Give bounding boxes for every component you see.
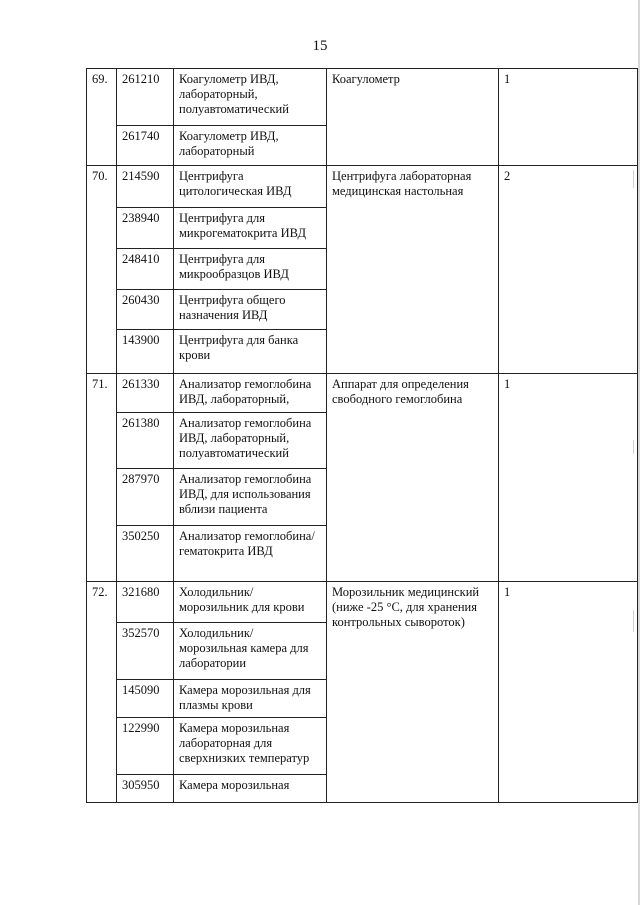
equipment-type: Центрифуга лабораторная медицинская настольная [327, 166, 499, 374]
page-number: 15 [312, 38, 328, 54]
quantity: 1 [499, 69, 638, 166]
item-name: Холодильник/ морозильник для крови [174, 582, 327, 623]
quantity: 1 [499, 374, 638, 582]
item-code: 214590 [117, 166, 174, 208]
item-name: Коагулометр ИВД, лабораторный [174, 126, 327, 166]
item-name: Камера морозильная лабораторная для сверхнизких температур [174, 718, 327, 775]
item-code: 248410 [117, 249, 174, 290]
item-name: Анализатор гемоглобина ИВД, для использования вблизи пациента [174, 469, 327, 526]
item-name: Центрифуга цитологическая ИВД [174, 166, 327, 208]
item-code: 261330 [117, 374, 174, 413]
equipment-type: Аппарат для определения свободного гемоглобина [327, 374, 499, 582]
item-code: 352570 [117, 623, 174, 680]
equipment-type: Морозильник медицинский (ниже -25 °С, для хранения контрольных сывороток) [327, 582, 499, 803]
group-number: 69. [87, 69, 117, 166]
table-row [87, 166, 638, 208]
item-code: 350250 [117, 526, 174, 582]
item-name: Центрифуга для микрообразцов ИВД [174, 249, 327, 290]
item-code: 260430 [117, 290, 174, 330]
item-name: Камера морозильная для плазмы крови [174, 680, 327, 718]
group-number: 72. [87, 582, 117, 803]
equipment-table [86, 68, 638, 803]
group-number: 71. [87, 374, 117, 582]
item-name: Анализатор гемоглобина/гематокрита ИВД [174, 526, 327, 582]
quantity: 1 [499, 582, 638, 803]
item-name: Камера морозильная [174, 775, 327, 803]
item-name: Центрифуга для микрогематокрита ИВД [174, 208, 327, 249]
item-name: Центрифуга общего назначения ИВД [174, 290, 327, 330]
item-code: 321680 [117, 582, 174, 623]
item-code: 305950 [117, 775, 174, 803]
item-code: 122990 [117, 718, 174, 775]
item-code: 261210 [117, 69, 174, 126]
item-code: 145090 [117, 680, 174, 718]
table-row [87, 374, 638, 413]
quantity: 2 [499, 166, 638, 374]
table-row [87, 582, 638, 623]
item-name: Коагулометр ИВД, лабораторный, полуавтоматический [174, 69, 327, 126]
item-code: 261740 [117, 126, 174, 166]
group-number: 70. [87, 166, 117, 374]
table-row [87, 69, 638, 126]
item-code: 238940 [117, 208, 174, 249]
item-name: Центрифуга для банка крови [174, 330, 327, 374]
item-name: Анализатор гемоглобина ИВД, лабораторный, [174, 374, 327, 413]
equipment-type: Коагулометр [327, 69, 499, 166]
item-code: 287970 [117, 469, 174, 526]
item-code: 143900 [117, 330, 174, 374]
item-name: Холодильник/ морозильная камера для лаборатории [174, 623, 327, 680]
item-name: Анализатор гемоглобина ИВД, лабораторный, полуавтоматический [174, 413, 327, 469]
item-code: 261380 [117, 413, 174, 469]
